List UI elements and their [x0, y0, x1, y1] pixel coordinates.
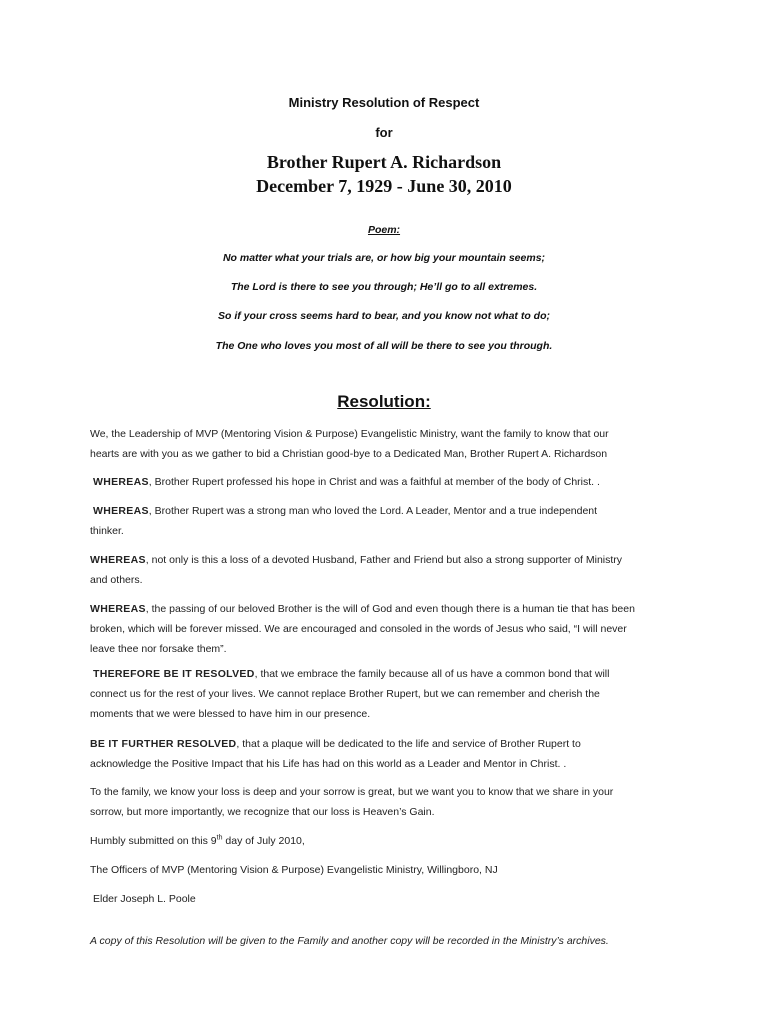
- whereas-keyword: WHEREAS: [90, 603, 146, 615]
- document-title: Ministry Resolution of Respect: [288, 95, 480, 110]
- further-keyword: BE IT FURTHER RESOLVED: [90, 738, 237, 750]
- officers-line: The Officers of MVP (Mentoring Vision & Purpose) Evangelistic Ministry, Willingboro, NJ: [90, 864, 498, 876]
- poem-line: So if your cross seems hard to bear, and you know not what to do;: [218, 310, 550, 322]
- further-text: acknowledge the Positive Impact that his Life has had on this world as a Leader and Mentor in Christ. .: [90, 758, 567, 770]
- signer-name: Elder Joseph L. Poole: [93, 893, 196, 905]
- intro-paragraph: [90, 424, 690, 464]
- honoree-dates: December 7, 1929 - June 30, 2010: [256, 176, 512, 196]
- poem-line: The Lord is there to see you through; He’ll go to all extremes.: [230, 281, 538, 293]
- footer-note: A copy of this Resolution will be given to the Family and another copy will be recorded in the Ministry’s archives.: [90, 935, 609, 947]
- submitted-text: Humbly submitted on this 9: [90, 835, 217, 847]
- whereas-paragraph: [90, 599, 690, 659]
- family-text: sorrow, but more importantly, we recognize that our loss is Heaven’s Gain.: [90, 806, 435, 818]
- whereas-text: thinker.: [90, 525, 124, 537]
- submitted-line: [90, 831, 690, 851]
- whereas-text: leave thee nor forsake them”.: [90, 643, 227, 655]
- whereas-text: , Brother Rupert was a strong man who loved the Lord. A Leader, Mentor and a true independent: [148, 505, 598, 517]
- poem-line: The One who loves you most of all will be there to see you through.: [215, 340, 553, 352]
- intro-line: hearts are with you as we gather to bid a Christian good-bye to a Dedicated Man, Brother Rupert A. Richardson: [90, 448, 608, 460]
- therefore-keyword: THEREFORE BE IT RESOLVED: [93, 668, 255, 680]
- therefore-paragraph: [90, 664, 693, 724]
- intro-line: We, the Leadership of MVP (Mentoring Vision & Purpose) Evangelistic Ministry, want the family to know that our: [90, 428, 609, 440]
- whereas-paragraph: [93, 472, 693, 492]
- further-paragraph: [90, 734, 690, 774]
- whereas-text: , Brother Rupert professed his hope in Christ and was a faithful at member of the body of Christ. .: [148, 476, 600, 488]
- family-text: To the family, we know your loss is deep and your sorrow is great, but we want you to know that we share in your: [90, 786, 614, 798]
- document-subtitle-for: for: [375, 125, 393, 140]
- whereas-keyword: WHEREAS: [90, 554, 146, 566]
- family-paragraph: [90, 782, 690, 822]
- whereas-text: , the passing of our beloved Brother is the will of God and even though there is a human tie that has been: [145, 603, 635, 615]
- resolution-heading: Resolution:: [337, 392, 431, 411]
- whereas-paragraph: [90, 501, 693, 541]
- further-text: , that a plaque will be dedicated to the life and service of Brother Rupert to: [236, 738, 581, 750]
- therefore-text: , that we embrace the family because all of us have a common bond that will: [254, 668, 610, 680]
- poem-line: No matter what your trials are, or how big your mountain seems;: [222, 252, 546, 264]
- whereas-keyword: WHEREAS: [93, 505, 149, 517]
- honoree-name: Brother Rupert A. Richardson: [266, 152, 502, 172]
- submitted-ordinal: th: [216, 834, 223, 842]
- whereas-text: , not only is this a loss of a devoted Husband, Father and Friend but also a strong supporter of Ministry: [145, 554, 623, 566]
- therefore-text: connect us for the rest of your lives. We cannot replace Brother Rupert, but we can remember and cherish the: [90, 688, 600, 700]
- whereas-text: and others.: [90, 574, 143, 586]
- therefore-text: moments that we were blessed to have him in our presence.: [90, 708, 371, 720]
- poem-title: Poem:: [367, 224, 401, 236]
- submitted-text-end: day of July 2010,: [222, 835, 305, 847]
- whereas-keyword: WHEREAS: [93, 476, 149, 488]
- whereas-paragraph: [90, 550, 690, 590]
- whereas-text: broken, which will be forever missed. We are encouraged and consoled in the words of Jesus who said, “I will never: [90, 623, 627, 635]
